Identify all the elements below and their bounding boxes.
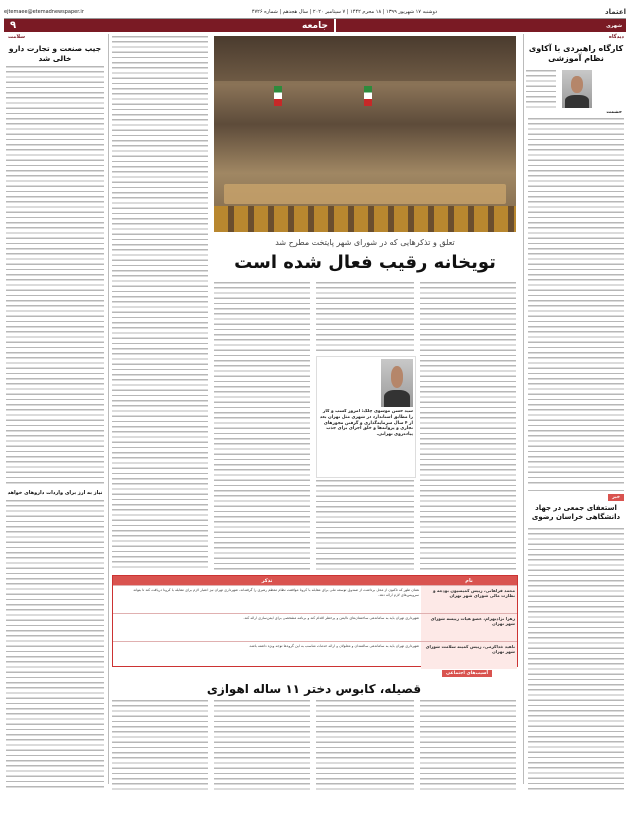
left-top-body [6,66,104,486]
row-name: ناهید خداکرمی، رییس کمیته سلامت شورای شهر تهران [421,642,517,669]
row-name: زهرا نژادبهرام، عضو هیات رییسه شورای شهر تهران [421,614,517,641]
row-text: همان طور که تاکنون از محل برداشت از صندوق توسعه ملی برای مقابله با کرونا موافقت نظام معظم رهبری را گرفته‌اند، شهرداری تهران نیز اعتبار لازم برای مقابله با کرونا دریافت کند تا بتواند سرویس‌های لازم ارائه دهد. [133,588,419,597]
masthead-logo: اعتماد [605,8,626,16]
table-header [113,576,517,585]
main-story-col-3 [214,282,310,570]
col-name-header: نام [465,577,473,584]
right-mid-tag: خبر [608,494,624,501]
main-story-tag-bar [336,19,626,32]
left-top-tag: سلامت [8,34,26,40]
page-header [4,6,626,19]
quote-box [316,356,416,478]
author-portrait [562,70,592,108]
page-number: ۹ [10,20,17,31]
main-story-kicker: تعلق و تذکرهایی که در شورای شهر پایتخت مطرح شد [275,238,455,247]
main-story-col-4 [112,36,208,570]
date-line: دوشنبه ۱۷ شهریور ۱۳۹۹ | ۱۸ محرم ۱۴۴۲ | ۷ سپتامبر ۲۰۲۰ | سال هجدهم | شماره ۴۷۲۶ [251,9,438,15]
email-address[interactable]: ejtemaee@etemadnewspaper.ir [4,9,84,15]
section-bar [4,19,334,32]
table-row [113,585,517,613]
quote-text: سید حسن موسوی چلک: امروز کسب و کار را مطابق استاندارد در شهری مثل تهران بعد از ۴ سال سرمایه‌گذاری و گرفتن مجوزهای تجاری و پروانه‌ها و خلق اجرای برای جذب پیاده‌روی تهرانی. [319,409,413,438]
right-mid-body [528,528,624,790]
left-top-headline: جیب صنعت و تجارت دارو خالی شد [8,44,102,63]
bottom-col-4 [112,700,208,790]
table-row [113,641,517,669]
right-mid-headline: استعفای جمعی در جهاد دانشگاهی خراسان رضوی [531,504,621,521]
bottom-col-3 [214,700,310,790]
bottom-col-2 [316,700,414,790]
row-name: محمد فراهانی، رییس کمیسیون بودجه و نظارت مالی شورای شهر تهران [421,586,517,613]
main-story-headline: تویخانه رقیب فعال شده است [234,252,496,273]
left-bottom-body [6,500,104,790]
author-name: حشمت [606,110,622,115]
row-text: شهرداری تهران باید به ساماندهی ساختمان‌های ناایمن و پرخطر اقدام کند و برنامه مشخصی برای ایمن‌سازی ارائه کند. [243,616,419,620]
bottom-story-headline: قصیله، کابوس دختر ۱۱ ساله اهوازی [206,682,422,696]
main-story-tag: شهری [606,22,622,29]
table-row [113,613,517,641]
right-top-headline: کارگاه راهبردی با آکاوی نظام آموزشی [528,44,624,63]
row-text: شهرداری تهران باید به ساماندهی سالمندان و معلولان و ارائه خدمات مناسب به این گروه‌ها توجه ویژه داشته باشد. [248,644,419,648]
council-session-photo [214,36,516,232]
col-memo-header: تذکر [261,577,273,584]
right-top-tag: دیدگاه [608,34,624,40]
right-top-body [528,118,624,486]
section-title: جامعه [302,20,328,31]
memos-table [112,575,518,667]
bottom-col-1 [420,700,516,790]
left-mid-subhead: نیاز به ارز برای واردات داروهای خواهد [7,490,103,496]
main-story-col-2b [316,480,414,570]
bottom-story-tag: آسیب‌های اجتماعی [442,670,492,677]
quote-portrait [381,359,413,407]
right-top-intro [526,70,556,108]
main-story-col-2a [316,282,414,352]
main-story-col-1 [420,282,516,570]
